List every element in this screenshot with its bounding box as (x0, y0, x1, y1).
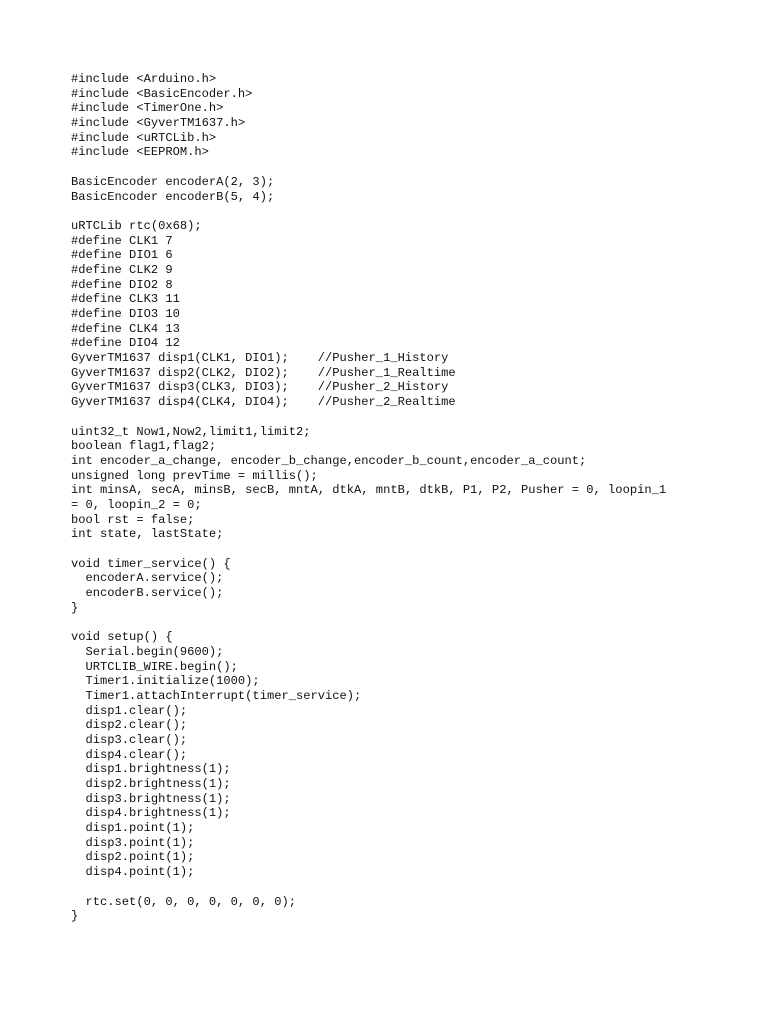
code-line: disp4.point(1); (71, 865, 195, 880)
code-line: disp2.brightness(1); (71, 777, 231, 791)
code-line: disp4.clear(); (71, 747, 188, 762)
code-line: GyverTM1637 disp3(CLK3, DIO3); //Pusher_2_History (71, 380, 449, 395)
code-line: unsigned long prevTime = millis(); (71, 468, 318, 483)
code-line: void setup() { (71, 630, 173, 645)
code-line: #include <TimerOne.h> (71, 101, 224, 116)
code-line: Timer1.initialize(1000); (71, 674, 260, 689)
code-line: Timer1.attachInterrupt(timer_service); (71, 688, 362, 703)
code-line: encoderB.service(); (71, 586, 224, 601)
code-line (71, 160, 731, 175)
code-line: #include <BasicEncoder.h> (71, 86, 253, 101)
code-line: #define CLK4 13 (71, 321, 180, 336)
code-line: #include <Arduino.h> (71, 72, 217, 86)
code-line: uRTCLib rtc(0x68); (71, 218, 202, 233)
code-line (71, 542, 731, 557)
code-line: disp1.point(1); (71, 821, 195, 836)
code-line: GyverTM1637 disp4(CLK4, DIO4); //Pusher_2_Realtime (71, 395, 456, 410)
code-line: disp2.clear(); (71, 718, 188, 733)
code-line: disp3.clear(); (71, 732, 188, 747)
code-line: = 0, loopin_2 = 0; (71, 497, 202, 512)
code-line: disp1.brightness(1); (71, 762, 231, 777)
code-line (71, 880, 731, 895)
code-line: #define CLK3 11 (71, 292, 180, 307)
code-line: #define DIO4 12 (71, 336, 180, 351)
code-line: int minsA, secA, minsB, secB, mntA, dtkA, mntB, dtkB, P1, P2, Pusher = 0, loopin_1 (71, 483, 667, 498)
code-line: encoderA.service(); (71, 571, 224, 586)
code-line: URTCLIB_WIRE.begin(); (71, 659, 238, 674)
code-line: bool rst = false; (71, 512, 195, 527)
code-line (71, 204, 731, 219)
code-line (71, 615, 731, 630)
code-line: BasicEncoder encoderA(2, 3); (71, 174, 275, 189)
code-line: #define CLK1 7 (71, 233, 173, 248)
code-line: rtc.set(0, 0, 0, 0, 0, 0, 0); (71, 894, 296, 909)
code-line: GyverTM1637 disp2(CLK2, DIO2); //Pusher_1_Realtime (71, 365, 456, 380)
code-line: disp3.point(1); (71, 835, 195, 850)
code-line (71, 410, 731, 425)
code-line: } (71, 909, 79, 924)
code-line: uint32_t Now1,Now2,limit1,limit2; (71, 424, 311, 439)
code-line: } (71, 600, 79, 615)
code-line: #define CLK2 9 (71, 262, 173, 277)
code-line: #include <uRTCLib.h> (71, 130, 217, 145)
code-line: #include <GyverTM1637.h> (71, 116, 246, 131)
code-line: disp1.clear(); (71, 703, 188, 718)
code-line: disp4.brightness(1); (71, 806, 231, 821)
code-line: BasicEncoder encoderB(5, 4); (71, 189, 275, 204)
code-line: #include <EEPROM.h> (71, 145, 209, 160)
code-line: GyverTM1637 disp1(CLK1, DIO1); //Pusher_1_History (71, 351, 449, 366)
code-line: Serial.begin(9600); (71, 644, 224, 659)
code-line: disp3.brightness(1); (71, 791, 231, 806)
code-line: void timer_service() { (71, 556, 231, 571)
code-line: #define DIO1 6 (71, 248, 173, 263)
code-line: disp2.point(1); (71, 850, 195, 865)
code-line: int encoder_a_change, encoder_b_change,encoder_b_count,encoder_a_count; (71, 453, 587, 468)
code-line: boolean flag1,flag2; (71, 439, 217, 454)
code-line: #define DIO3 10 (71, 307, 180, 321)
code-line: #define DIO2 8 (71, 277, 173, 292)
code-block (71, 72, 731, 924)
code-line: int state, lastState; (71, 527, 224, 542)
